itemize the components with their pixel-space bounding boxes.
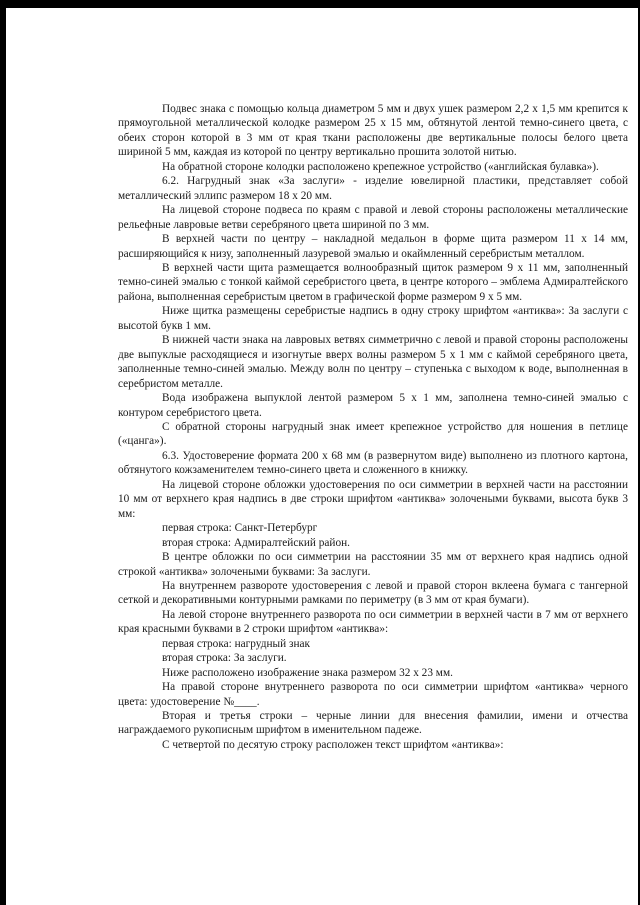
paragraph: На внутреннем развороте удостоверения с левой и правой сторон вклеена бумага с тангерной сеткой и декоративными контурными рамками по периметру (в 3 мм от края бумаги).: [118, 579, 628, 607]
paragraph: Ниже расположено изображение знака размером 32 х 23 мм.: [162, 666, 453, 679]
paragraph: На левой стороне внутреннего разворота по оси симметрии в верхней части в 7 мм от верхнего края красными буквами в 2 строки шрифтом «антиква»:: [118, 608, 628, 636]
paragraph: В центре обложки по оси симметрии на расстоянии 35 мм от верхнего края надпись одной строкой «антиква» золочеными буквами: За заслуги.: [118, 551, 628, 578]
paragraph: 6.3. Удостоверение формата 200 х 68 мм (в развернутом виде) выполнено из плотного картона, обтянутого кожзаменителем темно-синего цвета и сложенного в книжку.: [118, 449, 628, 477]
document-page: [6, 8, 638, 905]
paragraph: 6.2. Нагрудный знак «За заслуги» - изделие ювелирной пластики, представляет собой металлический эллипс размером 18 х 20 мм.: [118, 175, 628, 202]
paragraph: первая строка: нагрудный знак: [162, 637, 311, 650]
paragraph: На правой стороне внутреннего разворота по оси симметрии шрифтом «антиква» черного цвета: удостоверение №____.: [118, 681, 628, 708]
paragraph: В нижней части знака на лавровых ветвях симметрично с левой и правой стороны расположены две выпуклые расходящиеся и изогнутые вверх волны размером 5 х 1 мм с каймой серебряного цвета, заполненные темно-синей эмалью. Между волн по центру – ступенька с выходом к воде, выполненная в серебристом металле.: [118, 334, 628, 390]
paragraph: Вода изображена выпуклой лентой размером 5 х 1 мм, заполнена темно-синей эмалью с контуром серебристого цвета.: [118, 392, 628, 419]
paragraph: В верхней части щита размещается волнообразный щиток размером 9 х 11 мм, заполненный темно-синей эмалью с тонкой каймой серебристого цвета, в центре которого – эмблема Адмиралтейского района, выполненная серебристым цветом в графической форме размером 9 х 5 мм.: [118, 261, 628, 303]
paragraph: первая строка: Санкт-Петербург: [162, 522, 318, 535]
paragraph: Вторая и третья строки – черные линии для внесения фамилии, имени и отчества награждаемого рукописным шрифтом в именительном падеже.: [118, 710, 628, 737]
paragraph: На лицевой стороне обложки удостоверения по оси симметрии в верхней части на расстоянии 10 мм от верхнего края надпись в две строки шрифтом «антиква» золочеными буквами, высота букв 3 мм:: [118, 478, 628, 520]
paragraph: На лицевой стороне подвеса по краям с правой и левой стороны расположены металлические рельефные лавровые ветви серебряного цвета шириной по 3 мм.: [118, 204, 628, 231]
paragraph: С четвертой по десятую строку расположен текст шрифтом «антиква»:: [162, 738, 504, 751]
paragraph: Подвес знака с помощью кольца диаметром 5 мм и двух ушек размером 2,2 х 1,5 мм крепится к прямоугольной металлической колодке размером 25 х 15 мм, обтянутой лентой темно-синего цвета, с обеих сторон которой в 3 мм от края ткани расположены две вертикальные полосы белого цвета шириной 5 мм, каждая из которой по центру вертикально прошита золотой нитью.: [118, 103, 628, 159]
paragraph: На обратной стороне колодки расположено крепежное устройство («английская булавка»).: [162, 160, 599, 173]
paragraph: вторая строка: Адмиралтейский район.: [162, 536, 350, 549]
document-body: [118, 102, 628, 752]
paragraph: В верхней части по центру – накладной медальон в форме щита размером 11 х 14 мм, расширяющийся к низу, заполненный лазуревой эмалью и окаймленный серебристым металлом.: [118, 233, 628, 260]
paragraph: С обратной стороны нагрудный знак имеет крепежное устройство для ношения в петлице («цанга»).: [118, 420, 628, 448]
paragraph: Ниже щитка размещены серебристые надпись в одну строку шрифтом «антиква»: За заслуги с высотой букв 1 мм.: [118, 305, 628, 332]
paragraph: вторая строка: За заслуги.: [162, 652, 287, 665]
